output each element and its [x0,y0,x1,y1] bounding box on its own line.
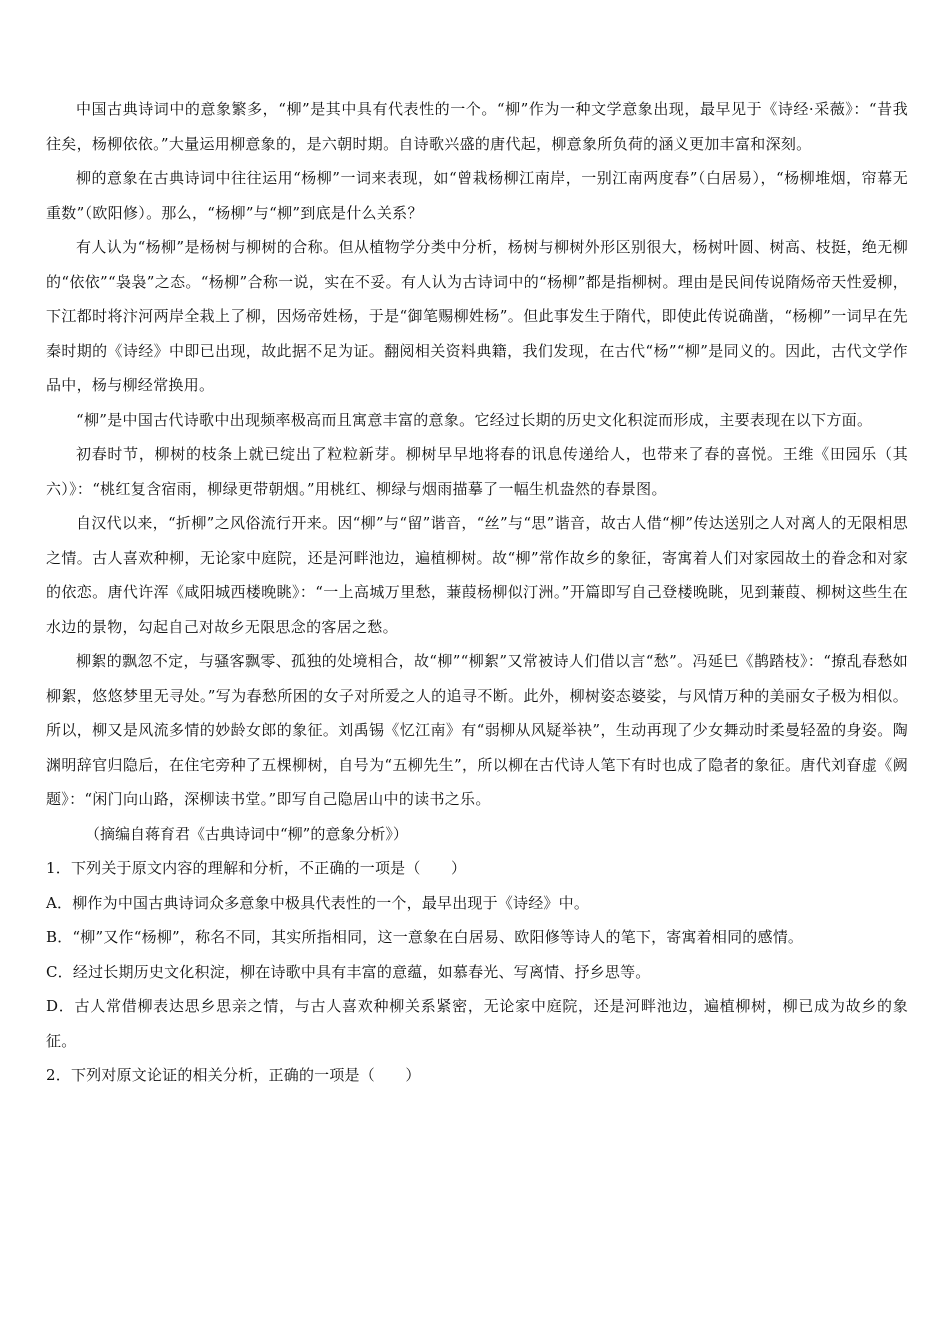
paragraph-2: 柳的意象在古典诗词中往往运用“杨柳”一词来表现，如“曾栽杨柳江南岸，一别江南两度春”（白居易），“杨柳堆烟，帘幕无重数”（欧阳修）。那么，“杨柳”与“柳”到底是什么关系？ [46,169,908,222]
option-d: D．古人常借柳表达思乡思亲之情，与古人喜欢种柳关系紧密，无论家中庭院，还是河畔池边，遍植柳树，柳已成为故乡的象征。 [46,997,908,1050]
paragraph-3: 有人认为“杨柳”是杨树与柳树的合称。但从植物学分类中分析，杨树与柳树外形区别很大，杨树叶圆、树高、枝挺，绝无柳的“依依”“袅袅”之态。“杨柳”合称一说，实在不妥。有人认为古诗词中的“杨柳”都是指柳树。理由是民间传说隋炀帝天性爱柳，下江都时将汴河两岸全栽上了柳，因炀帝姓杨，于是“御笔赐柳姓杨”。但此事发生于隋代，即使此传说确凿，“杨柳”一词早在先秦时期的《诗经》中即已出现，故此据不足为证。翻阅相关资料典籍，我们发现，在古代“杨”“柳”是同义的。因此，古代文学作品中，杨与柳经常换用。 [46,238,908,394]
question-1 [46,851,908,1058]
option-a: A．柳作为中国古典诗词众多意象中极具代表性的一个，最早出现于《诗经》中。 [46,893,590,912]
document-page [46,92,908,1093]
article-body [46,92,908,851]
paragraph-1: 中国古典诗词中的意象繁多，“柳”是其中具有代表性的一个。“柳”作为一种文学意象出现，最早见于《诗经·采薇》：“昔我往矣，杨柳依依。”大量运用柳意象的，是六朝时期。自诗歌兴盛的唐代起，柳意象所负荷的涵义更加丰富和深刻。 [46,100,908,153]
paragraph-5: 初春时节，柳树的枝条上就已绽出了粒粒新芽。柳树早早地将春的讯息传递给人，也带来了春的喜悦。王维《田园乐（其六）》：“桃红复含宿雨，柳绿更带朝烟。”用桃红、柳绿与烟雨描摹了一幅生机盎然的春景图。 [46,445,908,498]
paragraph-6: 自汉代以来，“折柳”之风俗流行开来。因“柳”与“留”谐音，“丝”与“思”谐音，故古人借“柳”传达送别之人对离人的无限相思之情。古人喜欢种柳，无论家中庭院，还是河畔池边，遍植柳树。故“柳”常作故乡的象征，寄寓着人们对家园故土的眷念和对家的依恋。唐代许浑《咸阳城西楼晚眺》：“一上高城万里愁，蒹葭杨柳似汀洲。”开篇即写自己登楼晚眺，见到蒹葭、柳树这些生在水边的景物，勾起自己对故乡无限思念的客居之愁。 [46,514,908,636]
option-c: C．经过长期历史文化积淀，柳在诗歌中具有丰富的意蕴，如慕春光、写离情、抒乡思等。 [46,962,651,981]
question-stem: 2．下列对原文论证的相关分析，正确的一项是（ ） [46,1066,421,1084]
article-source: （摘编自蒋育君《古典诗词中“柳”的意象分析》） [85,824,408,843]
question-2 [46,1058,908,1093]
paragraph-7: 柳絮的飘忽不定，与骚客飘零、孤独的处境相合，故“柳”“柳絮”又常被诗人们借以言“愁”。冯延巳《鹊踏枝》：“撩乱春愁如柳絮，悠悠梦里无寻处。”写为春愁所困的女子对所爱之人的追寻不断。此外，柳树姿态婆娑，与风情万种的美丽女子极为相似。所以，柳又是风流多情的妙龄女郎的象征。刘禹锡《忆江南》有“弱柳从风疑举袂”，生动再现了少女舞动时柔曼轻盈的身姿。陶渊明辞官归隐后，在住宅旁种了五棵柳树，自号为“五柳先生”，所以柳在古代诗人笔下有时也成了隐者的象征。唐代刘眘虚《阙题》：“闲门向山路，深柳读书堂。”即写自己隐居山中的读书之乐。 [46,652,908,808]
question-stem: 1．下列关于原文内容的理解和分析，不正确的一项是（ ） [46,859,467,877]
option-b: B．“柳”又作“杨柳”，称名不同，其实所指相同，这一意象在白居易、欧阳修等诗人的笔下，寄寓着相同的感情。 [46,928,804,946]
paragraph-4: “柳”是中国古代诗歌中出现频率极高而且寓意丰富的意象。它经过长期的历史文化积淀而形成，主要表现在以下方面。 [76,410,873,429]
